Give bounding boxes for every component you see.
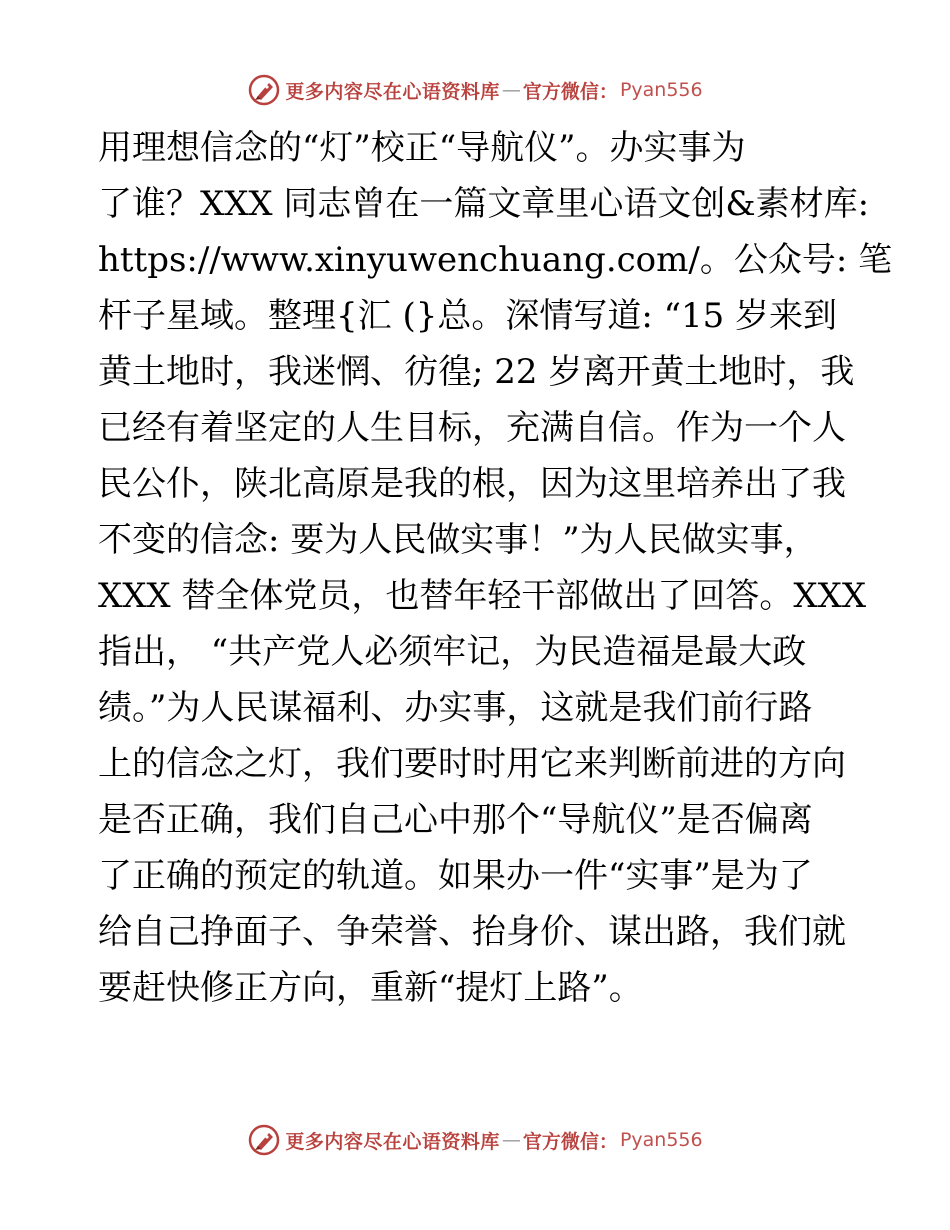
body-line: 给自己挣面子、争荣誉、抬身价、谋出路，我们就 [98,912,846,952]
body-line: 上的信念之灯，我们要时时用它来判断前进的方向 [98,744,846,784]
body-line: 杆子星域。整理{汇 (}总。深情写道: “15 岁来到 [98,296,838,336]
body-line: 黄土地时，我迷惘、彷徨; 22 岁离开黄土地时，我 [98,352,855,392]
header-wechat-id: Pyan556 [619,79,703,101]
footer-wechat-id: Pyan556 [619,1129,703,1151]
body-line: https://www.xinyuwenchuang.com/。公众号: 笔 [98,240,893,280]
body-line: 要赶快修正方向，重新“提灯上路”。 [98,968,643,1008]
header-wechat-label: 官方微信： [522,80,618,103]
footer-site-text: 更多内容尽在心语资料库 [285,1130,500,1153]
body-line: XXX 替全体党员，也替年轻干部做出了回答。XXX [98,576,867,616]
pen-nib-logo-icon [247,1123,281,1157]
pen-nib-logo-icon [247,73,281,107]
body-line: 指出， “共产党人必须牢记，为民造福是最大政 [98,632,807,672]
header-separator: — [501,79,521,101]
footer-separator: — [501,1129,521,1151]
document-body [98,120,893,1016]
header-site-text: 更多内容尽在心语资料库 [285,80,500,103]
header-banner [0,70,950,110]
body-line: 是否正确，我们自己心中那个“导航仪”是否偏离 [98,800,813,840]
body-line: 用理想信念的“灯”校正“导航仪”。办实事为 [98,128,746,168]
body-line: 了谁？XXX 同志曾在一篇文章里心语文创&素材库: [98,184,870,224]
footer-banner [0,1120,950,1160]
body-line: 了正确的预定的轨道。如果办一件“实事”是为了 [98,856,813,896]
body-line: 不变的信念: 要为人民做实事！”为人民做实事， [98,520,818,560]
footer-wechat-label: 官方微信： [522,1130,618,1153]
body-line: 已经有着坚定的人生目标，充满自信。作为一个人 [98,408,846,448]
body-line: 民公仆，陕北高原是我的根，因为这里培养出了我 [98,464,846,504]
body-line: 绩。”为人民谋福利、办实事，这就是我们前行路 [98,688,813,728]
